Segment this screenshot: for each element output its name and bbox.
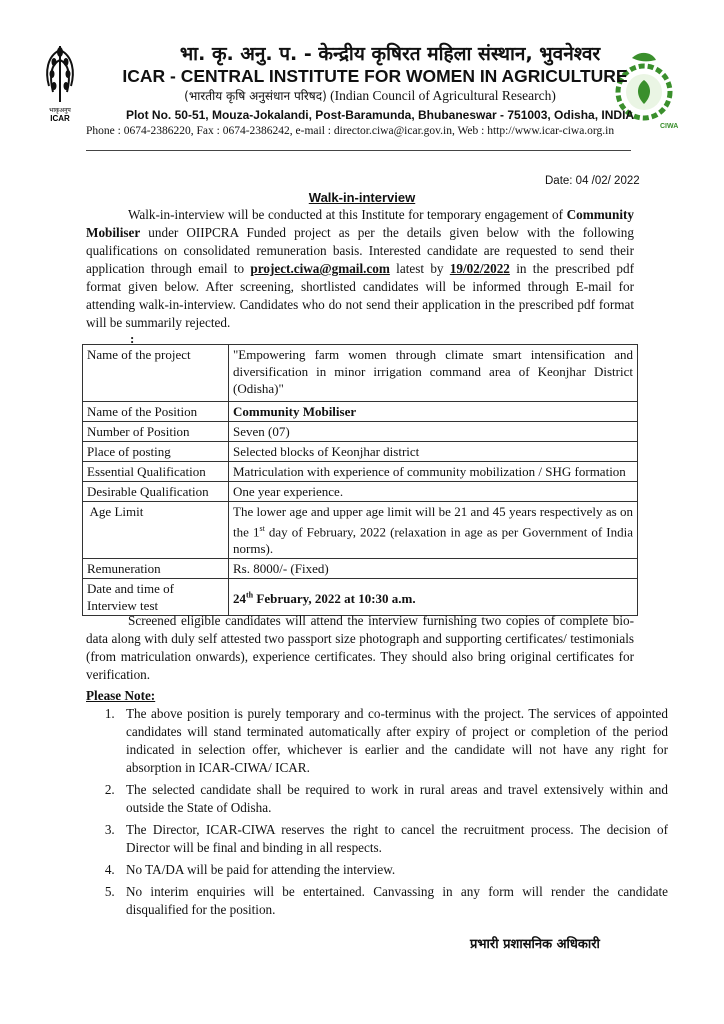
header-parent-org — [150, 87, 590, 104]
age-text-1: The lower age and upper age limit will be 21 and 45 years respectively as on the 1 — [233, 504, 633, 540]
table-row — [83, 422, 638, 442]
table-row — [83, 442, 638, 462]
svg-text:CIWA: CIWA — [660, 123, 679, 130]
header-hindi-title: भा. कृ. अनु. प. - केन्द्रीय कृषिरत महिला संस्थान, भुवनेश्वर — [179, 43, 601, 65]
icar-logo — [35, 42, 85, 124]
intro-text-1: Walk-in-interview will be conducted at this Institute for temporary engagement of — [128, 207, 567, 222]
position-details-table — [82, 344, 638, 616]
notes-heading: Please Note: — [86, 688, 156, 703]
intro-text-4: in the prescribed pdf format given below. After screening, shortlisted candidates will be informed through E-mail for attending walk-in-interview. Candidates who do not send their application in the prescribed pdf format will be summarily rejected. — [86, 261, 635, 330]
table-label: Number of Position — [83, 422, 229, 442]
table-label: Age Limit — [83, 502, 229, 559]
table-row — [83, 502, 638, 559]
header-contact: Phone : 0674-2386220, Fax : 0674-2386242, e-mail : director.ciwa@icar.gov.in, Web : http://www.icar-ciwa.org.in — [86, 125, 615, 137]
interview-sup: th — [246, 591, 254, 601]
table-value: Rs. 8000/- (Fixed) — [229, 559, 638, 579]
table-value: One year experience. — [229, 482, 638, 502]
intro-position: Community Mobiliser — [86, 207, 634, 240]
colon-mark: : — [130, 331, 135, 346]
table-value: Selected blocks of Keonjhar district — [229, 442, 638, 462]
list-item: 2. The selected candidate shall be required to work in rural areas and travel extensively within and outside the State of Odisha. — [118, 781, 668, 817]
list-item: 4. No TA/DA will be paid for attending the interview. — [118, 861, 668, 879]
table-row — [83, 579, 638, 616]
list-item: 5. No interim enquiries will be entertained. Canvassing in any form will render the candidate disqualified for the position. — [118, 883, 668, 919]
table-value: Seven (07) — [229, 422, 638, 442]
parent-org-hindi: (भारतीय कृषि अनुसंधान परिषद) — [184, 89, 327, 103]
intro-text-2: under OIIPCRA Funded project as per the details given below with the following qualifications on consolidated remuneration basis. Interested candidate are requested to send their application through email to — [86, 225, 634, 276]
deadline-date: 19/02/2022 — [449, 261, 510, 276]
age-text-2: day of February, 2022 (relaxation in age as per Government of India norms). — [233, 524, 633, 557]
table-row — [83, 462, 638, 482]
intro-paragraph — [86, 206, 634, 332]
table-label: Name of the Position — [83, 402, 229, 422]
header-english-title: ICAR - CENTRAL INSTITUTE FOR WOMEN IN AGRICULTURE — [122, 66, 628, 86]
table-row — [83, 402, 638, 422]
interview-rest: February, 2022 at 10:30 a.m. — [253, 591, 416, 607]
table-label: Date and time of Interview test — [83, 579, 229, 616]
header-divider — [86, 150, 631, 151]
email-link[interactable]: project.ciwa@gmail.com — [250, 261, 390, 276]
table-value: Matriculation with experience of community mobilization / SHG formation — [229, 462, 638, 482]
table-row — [83, 482, 638, 502]
table-label: Place of posting — [83, 442, 229, 462]
table-label: Desirable Qualification — [83, 482, 229, 502]
list-item: 3. The Director, ICAR-CIWA reserves the right to cancel the recruitment process. The decision of Director will be final and binding in all respects. — [118, 821, 668, 857]
table-row — [83, 345, 638, 402]
table-value — [229, 402, 638, 422]
notice-date: Date: 04 /02/ 2022 — [545, 175, 640, 187]
notice-title: Walk-in-interview — [308, 190, 416, 205]
closing-paragraph: Screened eligible candidates will attend the interview furnishing two copies of complete bio-data along with duly self attested two passport size photograph and supporting certificates/ testimonials (from matriculation onwards), experience certificates. They should also bring original certificates for verification. — [86, 613, 634, 682]
list-item: 1. The above position is purely temporary and co-terminus with the project. The services of appointed candidates will stand terminated automatically after expiry of project or completion of the period indicated in selection offer, whichever is earlier and the candidate will not have any right for absorption in ICAR-CIWA/ ICAR. — [118, 705, 668, 777]
svg-text:भाकृअनुप: भाकृअनुप — [49, 107, 71, 114]
table-label: Essential Qualification — [83, 462, 229, 482]
parent-org-english: (Indian Council of Agricultural Research) — [330, 88, 556, 103]
intro-text-3: latest by — [389, 261, 450, 276]
signatory-designation: प्रभारी प्रशासनिक अधिकारी — [470, 937, 600, 952]
table-value — [229, 502, 638, 559]
age-sup: st — [259, 524, 265, 533]
table-label: Remuneration — [83, 559, 229, 579]
table-label: Name of the project — [83, 345, 229, 402]
header-address: Plot No. 50-51, Mouza-Jokalandi, Post-Baramunda, Bhubaneswar - 751003, Odisha, INDIA — [125, 108, 635, 122]
interview-day: 24 — [233, 591, 246, 607]
position-name: Community Mobiliser — [233, 404, 357, 419]
table-row — [83, 559, 638, 579]
table-value: "Empowering farm women through climate smart intensification and diversification in minor irrigation command area of Keonjhar District (Odisha)" — [229, 345, 638, 402]
notes-list — [86, 705, 668, 923]
svg-text:ICAR: ICAR — [50, 114, 70, 123]
table-value — [229, 579, 638, 616]
